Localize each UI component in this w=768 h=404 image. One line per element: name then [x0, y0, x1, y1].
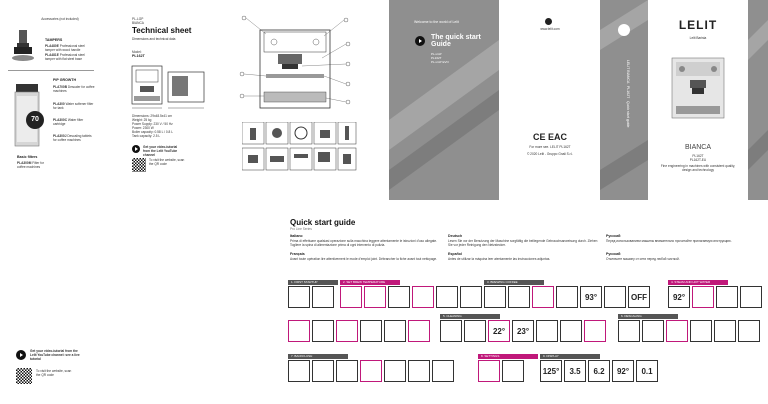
display-readout: OFF — [628, 286, 650, 308]
spec-line: Power: 2300 W — [132, 126, 154, 130]
step-image — [460, 286, 482, 308]
step-image — [716, 286, 738, 308]
lang-block — [290, 234, 440, 247]
step-image — [364, 286, 386, 308]
video-text: Get your video-tutorial from the Lelit YouTube channel: see a live tutorial — [30, 349, 80, 361]
step-image — [584, 320, 606, 342]
lang-block — [448, 252, 598, 261]
step-image — [288, 320, 310, 342]
step-image — [740, 286, 762, 308]
divider — [8, 70, 94, 71]
step-label: 2. SET BREW TEMPERATURE — [340, 280, 400, 285]
spec-line: Tank capacity: 2.5 L — [132, 134, 161, 138]
lang-name: Español — [448, 252, 462, 256]
step-label: 4. STEAM AND HOT WATER — [668, 280, 728, 285]
step-image — [288, 286, 310, 308]
step-image — [690, 320, 712, 342]
panel-spine — [600, 0, 648, 200]
display-readout: 92° — [612, 360, 634, 382]
step-image — [604, 286, 626, 308]
cover-header: Welcome to the world of Lelit — [414, 20, 459, 24]
lang-text: Отключите машину от сети перед любой чисткой. — [606, 256, 680, 261]
step-image — [440, 320, 462, 342]
tamper-item: PLA481E Professional steel tamper with flat steel base — [45, 53, 85, 61]
filter-item: PLA700B Descaler for coffee machines — [53, 85, 95, 93]
step-label: 9. DISPLAY — [540, 354, 600, 359]
accessories-label: Accessories (not included) — [41, 17, 79, 21]
step-image — [532, 286, 554, 308]
panel-technical-sheet — [100, 0, 210, 200]
panel-edge — [748, 0, 768, 200]
model-value: PL162T — [132, 54, 145, 58]
arrow-icon — [415, 36, 425, 46]
lang-text: Antes de utilizar la máquina leer atentamente las instrucciones adjuntas. — [448, 256, 551, 261]
basic-filters-title: Basic filters — [17, 155, 38, 159]
copyright: © 2020 Lelit - Gruppo Gnali S.r.l. — [526, 152, 574, 156]
stripe-pattern — [748, 0, 768, 200]
step-image — [536, 320, 558, 342]
step-image — [336, 320, 358, 342]
quick-start-subtitle: Pro Line Series — [290, 227, 312, 231]
slogan: Fine engineering in machines with consistent quality, design and technology — [660, 164, 736, 172]
step-image — [478, 360, 500, 382]
stripe-pattern — [389, 0, 499, 200]
step-image — [560, 320, 582, 342]
step-image — [388, 286, 410, 308]
lelit-logo: LELIT — [678, 18, 718, 32]
spec-line: Power Supply: 230 V / 50 Hz — [132, 122, 173, 126]
step-image — [384, 360, 406, 382]
step-image — [360, 320, 382, 342]
lang-block — [290, 252, 440, 261]
step-label: 3. BREWING COFFEE — [484, 280, 544, 285]
step-image — [312, 320, 334, 342]
step-image — [340, 286, 362, 308]
cover-title: The quick start Guide — [431, 34, 481, 48]
panel-front-cover — [648, 0, 748, 200]
panel-cover-quick-start — [389, 0, 499, 200]
step-image — [312, 286, 334, 308]
display-readout: 0.1 — [636, 360, 658, 382]
lang-name: Français — [290, 252, 305, 256]
spine-text: LELIT BIANCA PL162T Quick start guide — [626, 60, 630, 128]
filter-item: PLA300 Water softener filter for tank — [53, 102, 94, 110]
tagline: Lelit Barista — [689, 36, 707, 40]
step-image — [436, 286, 458, 308]
step-image — [738, 320, 760, 342]
machine-code: PL162T — [692, 154, 704, 158]
cover-code: PL-LGP — [431, 52, 442, 56]
step-image — [336, 360, 358, 382]
model-text: For more see. LELIT PL162T — [529, 145, 571, 149]
step-image — [692, 286, 714, 308]
play-icon[interactable] — [132, 145, 140, 153]
lang-text: Lesen Sie vor der Benutzung der Maschine sorgfältig die beiliegende Gebrauchsanweisung durch. Ziehen Sie vor jeder Reinigung den Netzstecker. — [448, 238, 598, 247]
lang-block — [448, 234, 598, 247]
step-image — [714, 320, 736, 342]
spec-line: Boiler capacity: 0.58 L / 0.8 L — [132, 130, 173, 134]
step-image — [432, 360, 454, 382]
display-readout: 92° — [668, 286, 690, 308]
filter-item: PLA300C Water filter cartridge — [53, 118, 84, 126]
lang-name: Italiano — [290, 234, 303, 238]
step-label: 5. CLEANING — [440, 314, 500, 319]
display-readout: 22° — [488, 320, 510, 342]
cover-code: PL162T — [431, 56, 442, 60]
step-image — [412, 286, 434, 308]
step-image — [502, 360, 524, 382]
qr-code — [16, 368, 32, 384]
lelit-mark-icon — [545, 18, 552, 25]
cover-code: PL-LGP EVO — [431, 60, 449, 64]
model-label: Model: — [132, 50, 142, 54]
bottom-left-block — [16, 348, 96, 393]
circle-icon — [618, 24, 630, 36]
step-image — [508, 286, 530, 308]
step-label: 7. BACKFLUSH — [288, 354, 348, 359]
machine-photo — [666, 52, 730, 130]
basic-filter-item: PLA300M Filter for coffee machines — [17, 161, 44, 169]
display-readout: 125° — [540, 360, 562, 382]
qr-text: To visit the website, scan the QR code — [36, 369, 72, 377]
play-icon[interactable] — [16, 350, 26, 360]
brand-small: PL-LGP — [132, 17, 144, 21]
lang-name: Deutsch — [448, 234, 463, 238]
lang-block — [606, 252, 756, 261]
qr-text: To visit the website, scan the QR code — [149, 158, 185, 166]
step-label: 6. DESCALING — [618, 314, 678, 319]
technical-sheet-title: Technical sheet — [132, 26, 192, 35]
technical-sheet-subtitle: Dimensions and technical data — [132, 37, 176, 41]
lang-name: Pусский — [606, 252, 621, 256]
quick-start-title: Quick start guide — [290, 218, 356, 227]
ce-mark: CE EAC — [532, 132, 567, 142]
quick-start-panel — [288, 214, 764, 402]
machine-dimension-drawing — [130, 62, 210, 112]
lang-name: Русский — [606, 234, 621, 238]
step-image — [408, 320, 430, 342]
display-readout: 6.2 — [588, 360, 610, 382]
panel-accessories — [0, 0, 97, 200]
step-image — [464, 320, 486, 342]
tamper-image — [10, 28, 36, 66]
step-image — [312, 360, 334, 382]
step-label: 8. SETTINGS — [478, 354, 538, 359]
panel-back-cover — [500, 0, 600, 200]
lang-text: Prima di effettuare qualsiasi operazione sulla macchina leggere attentamente le istruzioni d'uso allegate. Togliere la spina di alimentazione prima di ogni intervento di pulizia. — [290, 238, 438, 247]
video-text: Get your video-tutorial from the Lelit YouTube channel — [143, 145, 178, 157]
step-image — [360, 360, 382, 382]
panel-machine-diagram — [232, 0, 362, 200]
sub-small: BIANCA — [132, 21, 144, 25]
tamper-item: PLA480E Professional steel tamper with wood handle — [45, 44, 85, 52]
display-readout: 23° — [512, 320, 534, 342]
machine-parts-diagram — [234, 14, 358, 114]
display-readout: 3.5 — [564, 360, 586, 382]
step-image — [642, 320, 664, 342]
display-readout: 93° — [580, 286, 602, 308]
step-label: 1. FIRST STARTUP — [288, 280, 338, 285]
tampers-title: TAMPERS — [45, 38, 63, 42]
filter-item: PLA300J Descaling tablets for coffee machines — [53, 134, 92, 142]
spec-line: Weight: 25 kg — [132, 118, 152, 122]
step-image — [666, 320, 688, 342]
lang-text: Перед использованием машины внимательно прочитайте прилагаемую инструкцию. — [606, 238, 732, 243]
step-image — [288, 360, 310, 382]
accessories-grid — [242, 122, 357, 182]
machine-code: PL162T-EU — [689, 158, 707, 162]
machine-name: BIANCA — [684, 144, 712, 151]
filters-title: PIP GROWTH — [53, 78, 77, 82]
step-image — [484, 286, 506, 308]
step-image — [384, 320, 406, 342]
qr-code — [132, 158, 146, 172]
website-url: www.lelit.com — [540, 27, 560, 31]
badge-70: 70 — [26, 111, 44, 129]
lang-block — [606, 234, 756, 243]
step-image — [556, 286, 578, 308]
spec-line: Dimensions: 29x48.5x41 cm — [132, 114, 173, 118]
step-image — [408, 360, 430, 382]
lang-text: Avant toute opération lire attentivement le mode d'emploi joint. Débrancher la fiche avant tout nettoyage. — [290, 256, 438, 261]
step-image — [618, 320, 640, 342]
